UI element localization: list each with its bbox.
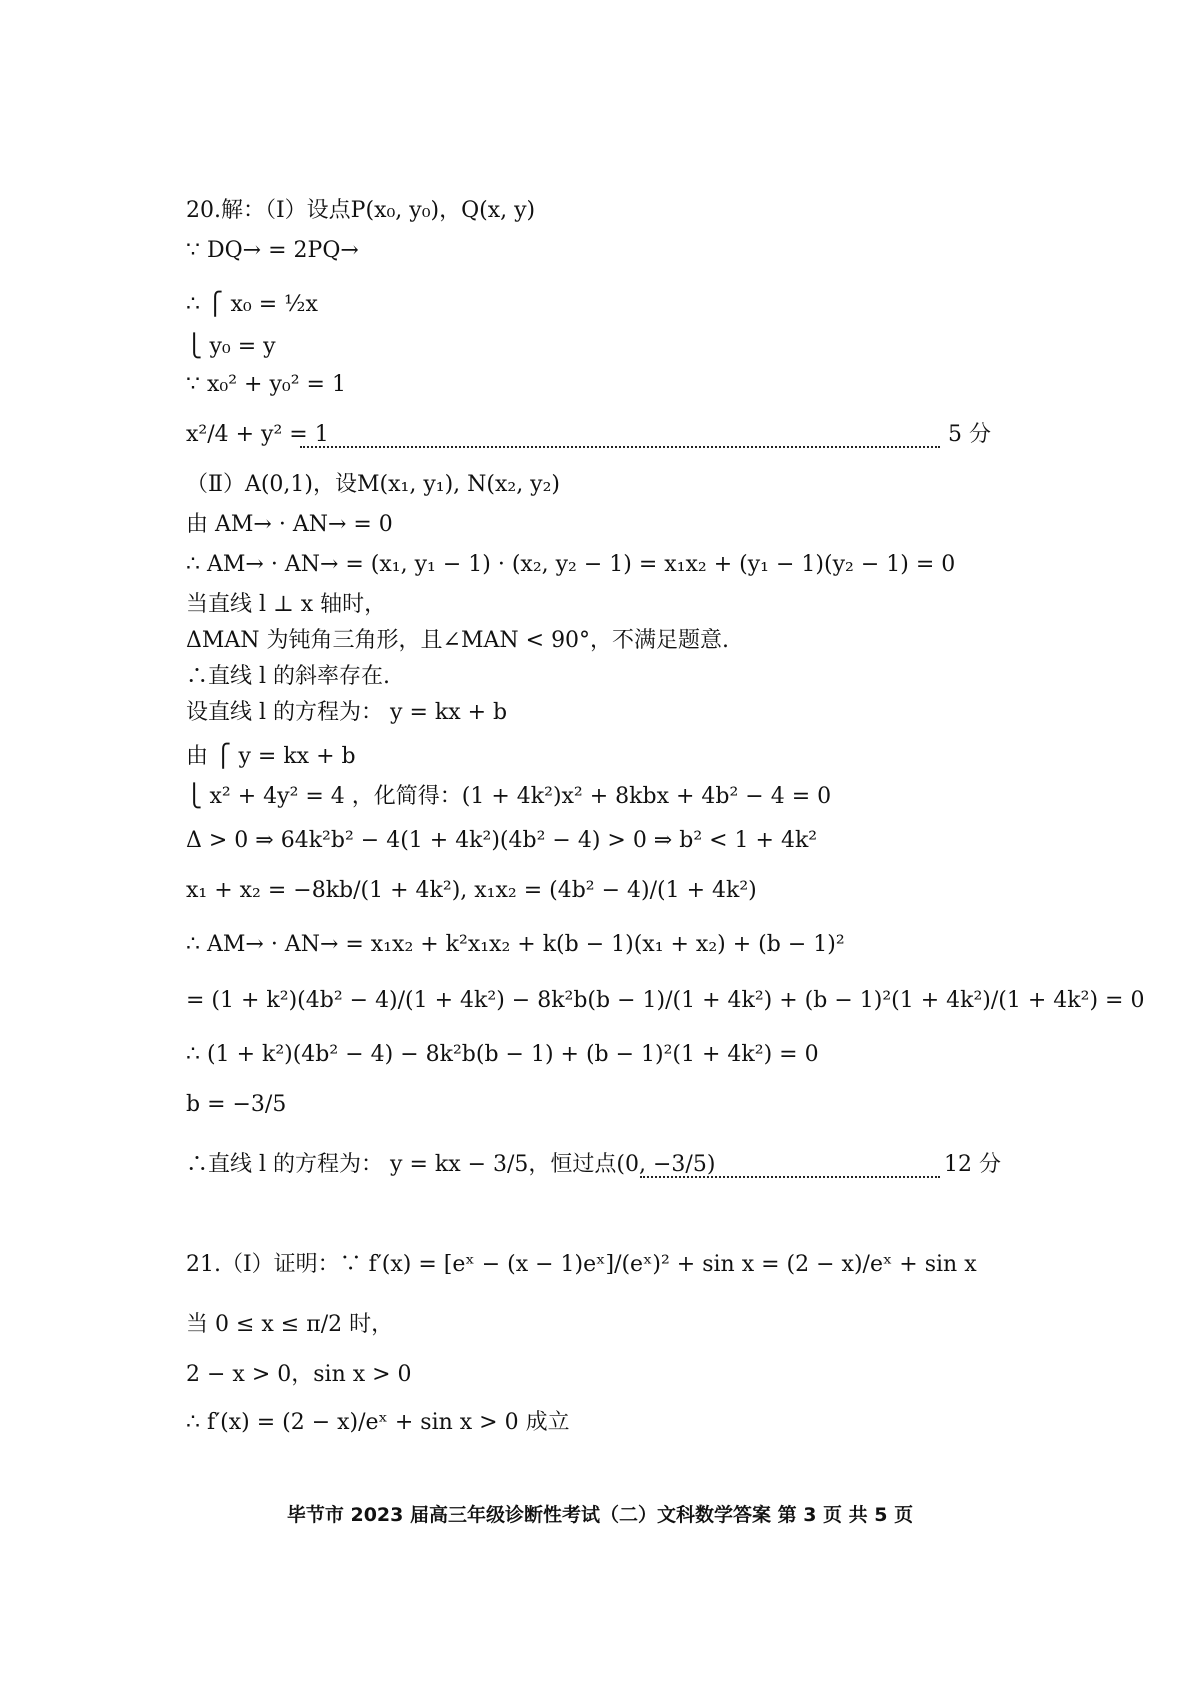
q20-line-7: 由 AM→ · AN→ = 0 xyxy=(186,512,393,537)
q20-line-3b: ⎩ y₀ = y xyxy=(186,334,276,359)
q21-line-4: ∴ f′(x) = (2 − x)/eˣ + sin x > 0 成立 xyxy=(186,1410,570,1435)
q20-line-20: ∴直线 l 的方程为： y = kx − 3/5，恒过点(0, −3/5) xyxy=(186,1152,716,1177)
q20-line-2: ∵ DQ→ = 2PQ→ xyxy=(186,238,359,263)
q20-line-8: ∴ AM→ · AN→ = (x₁, y₁ − 1) · (x₂, y₂ − 1) = x₁x₂ + (y₁ − 1)(y₂ − 1) = 0 xyxy=(186,552,956,577)
q20-line-14: Δ > 0 ⇒ 64k²b² − 4(1 + 4k²)(4b² − 4) > 0 ⇒ b² < 1 + 4k² xyxy=(186,828,818,853)
page-footer: 毕节市 2023 届高三年级诊断性考试（二）文科数学答案 第 3 页 共 5 页 xyxy=(286,1504,914,1526)
q20-line-9: 当直线 l ⊥ x 轴时， xyxy=(186,592,387,617)
q20-line-13b: ⎩ x² + 4y² = 4 ，化简得：(1 + 4k²)x² + 8kbx + 4b² − 4 = 0 xyxy=(186,784,832,809)
q20-line-18: ∴ (1 + k²)(4b² − 4) − 8k²b(b − 1) + (b − 1)²(1 + 4k²) = 0 xyxy=(186,1042,819,1067)
q20-line-13a: 由 ⎧ y = kx + b xyxy=(186,744,356,769)
score-leader-dots xyxy=(300,446,940,448)
q20-line-4: ∵ x₀² + y₀² = 1 xyxy=(186,372,346,397)
score-mark-5: 5 分 xyxy=(948,422,991,447)
q20-line-15: x₁ + x₂ = −8kb/(1 + 4k²), x₁x₂ = (4b² − 4)/(1 + 4k²) xyxy=(186,878,757,903)
q20-line-19: b = −3/5 xyxy=(186,1092,287,1117)
q20-line-10: ΔMAN 为钝角三角形，且∠MAN < 90°，不满足题意. xyxy=(186,628,730,653)
q20-line-3a: ∴ ⎧ x₀ = ½x xyxy=(186,292,318,317)
q20-line-12: 设直线 l 的方程为： y = kx + b xyxy=(186,700,508,725)
score-leader-dots xyxy=(640,1176,940,1178)
q20-line-11: ∴直线 l 的斜率存在. xyxy=(186,664,391,689)
q20-line-6: （Ⅱ）A(0,1)，设M(x₁, y₁), N(x₂, y₂) xyxy=(186,472,561,497)
q21-line-1: 21.（Ⅰ）证明：∵ f′(x) = [eˣ − (x − 1)eˣ]/(eˣ)² + sin x = (2 − x)/eˣ + sin x xyxy=(186,1252,977,1277)
q21-line-2: 当 0 ≤ x ≤ π/2 时， xyxy=(186,1312,394,1337)
q20-line-1: 20.解：（Ⅰ）设点P(x₀, y₀)，Q(x, y) xyxy=(186,198,536,223)
score-mark-12: 12 分 xyxy=(944,1152,1001,1177)
q20-line-16: ∴ AM→ · AN→ = x₁x₂ + k²x₁x₂ + k(b − 1)(x₁ + x₂) + (b − 1)² xyxy=(186,932,845,957)
q20-line-5: x²/4 + y² = 1 xyxy=(186,422,329,447)
q21-line-3: 2 − x > 0，sin x > 0 xyxy=(186,1362,412,1387)
q20-line-17: = (1 + k²)(4b² − 4)/(1 + 4k²) − 8k²b(b − 1)/(1 + 4k²) + (b − 1)²(1 + 4k²)/(1 + 4k²) = 0 xyxy=(186,988,1145,1013)
